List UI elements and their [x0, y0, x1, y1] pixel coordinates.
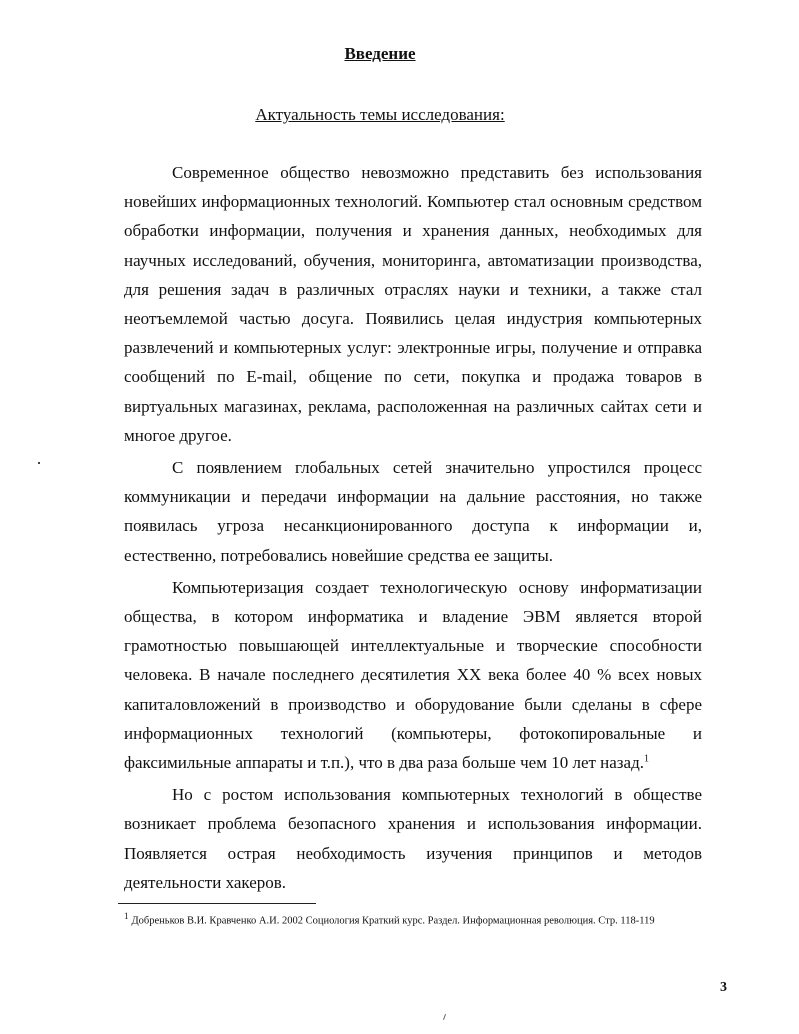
footnote-number: 1	[124, 911, 129, 921]
paragraph-1: Современное общество невозможно представить без использования новейших информационных технологий. Компьютер стал основным средством обработки информации, получения и хранения данных, необходимых для научных исследований, обучения, мониторинга, автоматизации производства, для решения задач в различных отраслях науки и техники, а также стал неотъемлемой частью досуга. Появились целая индустрия компьютерных развлечений и компьютерных услуг: электронные игры, получение и отправка сообщений по E-mail, общение по сети, покупка и продажа товаров в виртуальных магазинах, реклама, расположенная на различных сайтах сети и многое другое.	[124, 163, 702, 445]
paragraph-3	[124, 573, 702, 777]
section-subtitle: Актуальность темы исследования:	[255, 105, 505, 124]
paragraph-3-text: Компьютеризация создает технологическую основу информатизации общества, в котором информатика и владение ЭВМ является второй грамотностью повышающей интеллектуальные и творческие способности человека. В начале последнего десятилетия XX века более 40 % всех новых капиталовложений в производство и оборудование были сделаны в сфере информационных технологий (компьютеры, фотокопировальные и факсимильные аппараты и т.п.), что в два раза больше чем 10 лет назад.	[124, 577, 702, 773]
footnote-reference: 1	[643, 753, 649, 765]
page-number: 3	[720, 980, 727, 995]
footnote-text: Добреньков В.И. Кравченко А.И. 2002 Социология Краткий курс. Раздел. Информационная революция. Стр. 118-119	[131, 915, 655, 927]
footnote-divider	[118, 903, 316, 904]
page-title: Введение	[344, 44, 416, 63]
scan-speck	[38, 462, 40, 464]
body-text	[124, 158, 702, 897]
scan-mark	[443, 1014, 446, 1020]
paragraph-4: Но с ростом использования компьютерных технологий в обществе возникает проблема безопасного хранения и использования информации. Появляется острая необходимость изучения принципов и методов деятельности хакеров.	[124, 785, 702, 892]
paragraph-2: С появлением глобальных сетей значительно упростился процесс коммуникации и передачи информации на дальние расстояния, но также появилась угроза несанкционированного доступа к информации и, естественно, потребовались новейшие средства ее защиты.	[124, 458, 702, 565]
footnote	[124, 908, 700, 930]
